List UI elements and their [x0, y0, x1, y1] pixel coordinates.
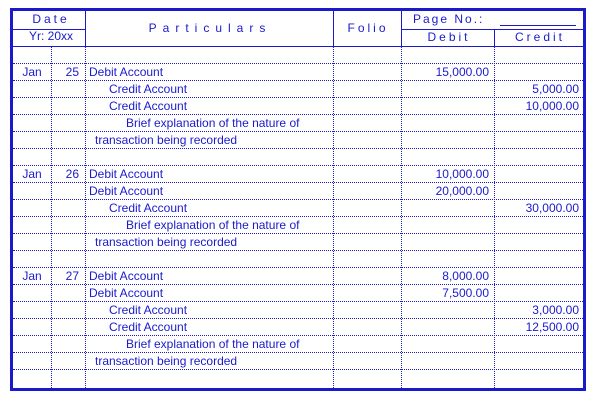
entry-debit: 7,500.00 — [442, 286, 489, 300]
entry-particulars: Debit Account — [89, 184, 164, 198]
entry-particulars: transaction being recorded — [95, 354, 238, 368]
entry-month: Jan — [22, 269, 42, 283]
entry-particulars: Credit Account — [109, 201, 188, 215]
entry-particulars: Credit Account — [109, 99, 188, 113]
entry-day: 27 — [65, 269, 79, 283]
column-header-line — [85, 11, 86, 46]
column-header-line — [333, 11, 334, 46]
debit-header: Debit — [427, 30, 471, 44]
entry-particulars: Credit Account — [109, 320, 188, 334]
entry-month: Jan — [22, 65, 42, 79]
particulars-header: Particulars — [148, 21, 272, 35]
entry-particulars: Debit Account — [89, 269, 164, 283]
entry-day: 26 — [65, 167, 79, 181]
entry-day: 25 — [65, 65, 79, 79]
page-number-line — [500, 25, 576, 26]
entry-particulars: Credit Account — [109, 82, 188, 96]
folio-header: Folio — [347, 21, 389, 35]
header-bottom-line — [13, 46, 583, 47]
page-debit-divider — [401, 29, 583, 30]
entry-month: Jan — [22, 167, 42, 181]
entry-particulars: Brief explanation of the nature of — [126, 218, 300, 232]
entry-particulars: transaction being recorded — [95, 133, 238, 147]
entry-debit: 15,000.00 — [435, 65, 489, 79]
debit-credit-header-line — [494, 29, 495, 46]
entry-debit: 8,000.00 — [442, 269, 489, 283]
entry-particulars: Debit Account — [89, 65, 164, 79]
year-header: Yr: 20xx — [28, 29, 73, 43]
entry-credit: 3,000.00 — [532, 303, 579, 317]
date-year-divider — [13, 29, 85, 30]
entry-particulars: Credit Account — [109, 303, 188, 317]
entry-particulars: Debit Account — [89, 286, 164, 300]
entry-debit: 20,000.00 — [435, 184, 489, 198]
entry-credit: 5,000.00 — [532, 82, 579, 96]
entry-credit: 30,000.00 — [525, 201, 579, 215]
column-header-line — [401, 11, 402, 46]
entry-credit: 12,500.00 — [525, 320, 579, 334]
entry-debit: 10,000.00 — [435, 167, 489, 181]
entry-particulars: transaction being recorded — [95, 235, 238, 249]
entry-credit: 10,000.00 — [525, 99, 579, 113]
journal-page — [10, 8, 586, 391]
date-header: Date — [32, 12, 70, 26]
entry-particulars: Brief explanation of the nature of — [126, 116, 300, 130]
entry-particulars: Brief explanation of the nature of — [126, 337, 300, 351]
entry-particulars: Debit Account — [89, 167, 164, 181]
credit-header: Credit — [514, 30, 565, 44]
page-number-label: Page No.: — [413, 12, 485, 26]
